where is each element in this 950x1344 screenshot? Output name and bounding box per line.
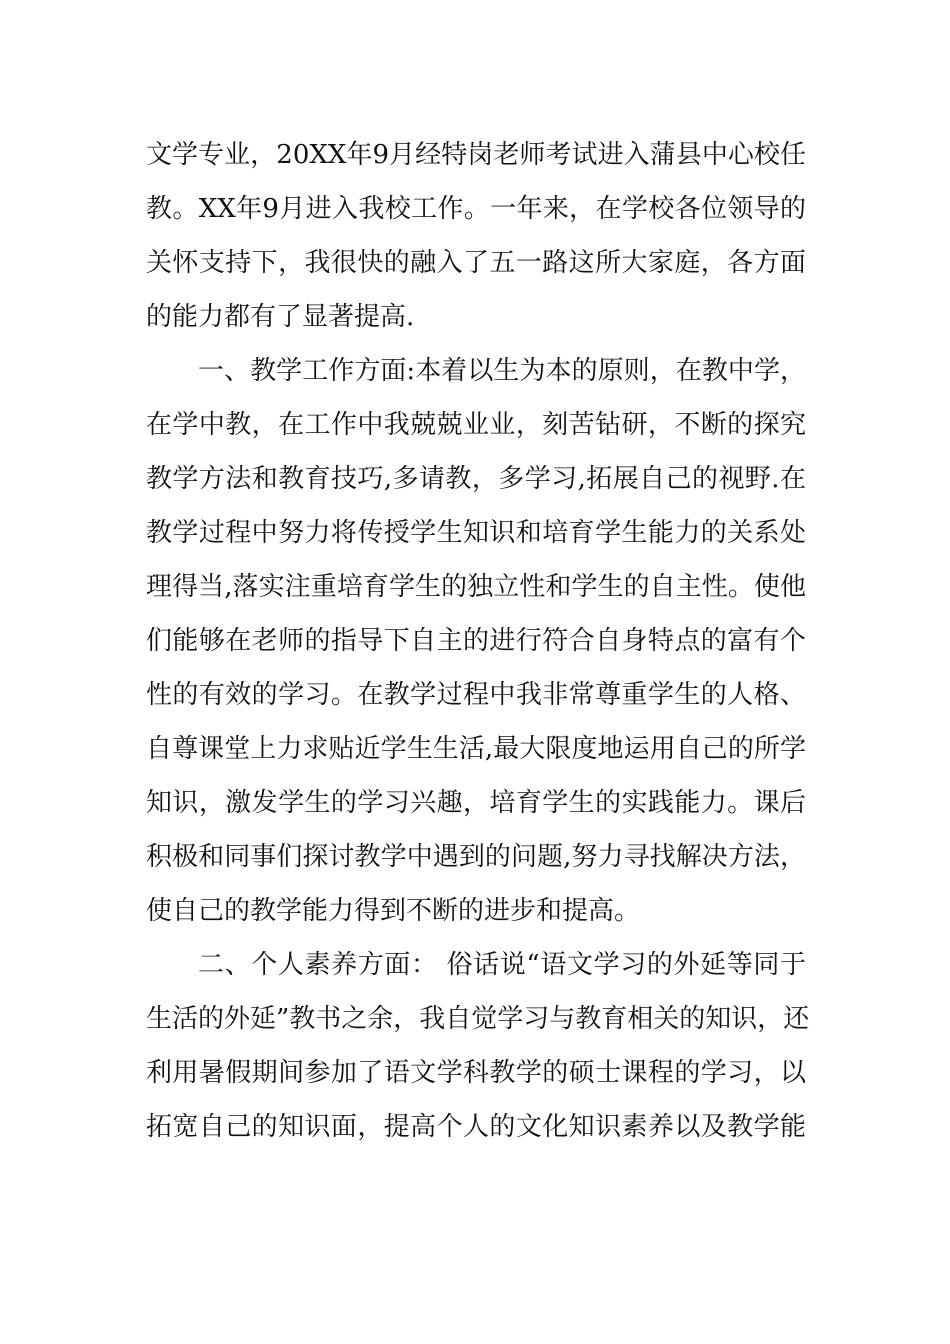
text-line-8: 教学过程中努力将传授学生知识和培育学生能力的关系处: [146, 518, 806, 548]
text-line-10: 们能够在老师的指导下自主的进行符合自身特点的富有个: [146, 626, 806, 656]
text-line-7: 教学方法和教育技巧,多请教，多学习,拓展自己的视野.在: [146, 464, 806, 494]
text-line-1: 文学专业，20XX年9月经特岗老师考试进入蒲县中心校任: [146, 140, 806, 170]
document-body: [146, 128, 810, 1154]
text-line-4: 的能力都有了显著提高.: [146, 302, 415, 332]
text-line-6: 在学中教，在工作中我兢兢业业，刻苦钻研，不断的探究: [146, 410, 806, 440]
section-heading-teaching: 一、教学工作方面:本着以生为本的原则，在教中学，: [198, 356, 806, 386]
text-line-14: 积极和同事们探讨教学中遇到的问题,努力寻找解决方法，: [146, 842, 806, 872]
text-line-2: 教。XX年9月进入我校工作。一年来，在学校各位领导的: [146, 194, 806, 224]
text-line-12: 自尊课堂上力求贴近学生生活,最大限度地运用自己的所学: [146, 734, 806, 764]
text-line-17: 生活的外延”教书之余，我自觉学习与教育相关的知识，还: [146, 1004, 810, 1034]
text-line-15: 使自己的教学能力得到不断的进步和提高。: [146, 896, 641, 926]
section-heading-personal: 二、个人素养方面： 俗话说“语文学习的外延等同于: [198, 950, 806, 980]
text-line-19: 拓宽自己的知识面，提高个人的文化知识素养以及教学能: [146, 1112, 806, 1142]
text-line-3: 关怀支持下，我很快的融入了五一路这所大家庭，各方面: [146, 248, 806, 278]
text-line-11: 性的有效的学习。在教学过程中我非常尊重学生的人格、: [146, 680, 806, 710]
text-line-18: 利用暑假期间参加了语文学科教学的硕士课程的学习，以: [146, 1058, 806, 1088]
text-line-9: 理得当,落实注重培育学生的独立性和学生的自主性。使他: [146, 572, 806, 602]
text-line-13: 知识，激发学生的学习兴趣，培育学生的实践能力。课后: [146, 788, 806, 818]
